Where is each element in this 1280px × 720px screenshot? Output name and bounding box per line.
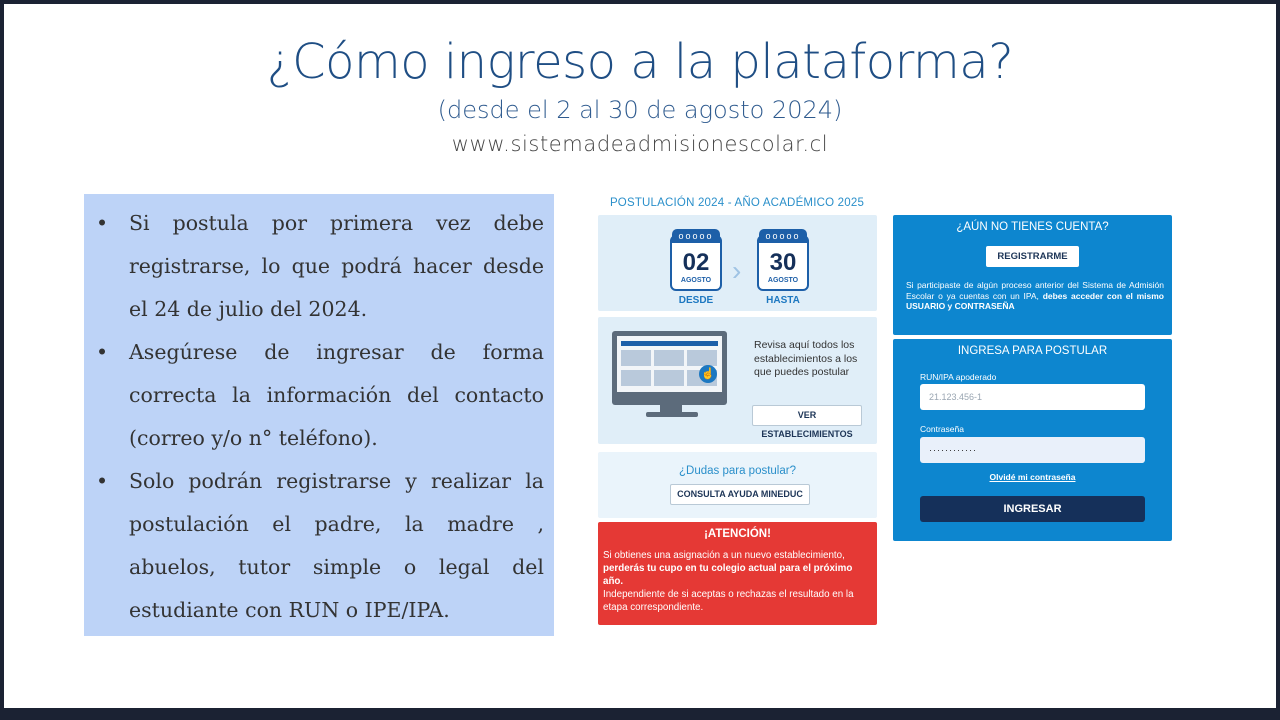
alert-line-2: Independiente de si aceptas o rechazas el resultado en la etapa correspondiente. (603, 589, 854, 613)
from-label: DESDE (678, 295, 714, 306)
mineduc-help-button[interactable]: CONSULTA AYUDA MINEDUC (670, 484, 810, 505)
bullet-item (92, 331, 544, 460)
bullet-dot-icon: • (96, 469, 109, 493)
alert-bold-text: perderás tu cupo en tu colegio actual para el próximo año. (603, 563, 853, 587)
page-subtitle: (desde el 2 al 30 de agosto 2024) (437, 96, 843, 124)
pointer-hand-icon: ☝ (699, 365, 717, 383)
platform-screenshot (594, 189, 1184, 639)
login-title: INGRESA PARA POSTULAR (957, 345, 1108, 357)
register-title: ¿AÚN NO TIENES CUENTA? (956, 221, 1109, 233)
application-period-header: POSTULACIÓN 2024 - AÑO ACADÉMICO 2025 (609, 197, 865, 209)
dates-card (598, 215, 877, 311)
help-question: ¿Dudas para postular? (679, 465, 796, 477)
instructions-panel (84, 194, 554, 636)
alert-body (603, 549, 875, 614)
bullet-text: Solo podrán registrarse y realizar la postulación el padre, la madre , abuelos, tutor simple o legal del estudiante con RUN o IPE/IPA. (129, 469, 544, 622)
register-card (893, 215, 1172, 335)
forgot-password-link[interactable]: Olvidé mi contraseña (989, 472, 1076, 482)
to-month: AGOSTO (767, 277, 799, 284)
password-input[interactable]: ············ (920, 437, 1145, 463)
from-day: 02 (682, 249, 710, 276)
register-text-plain: Si participaste de algún proceso anterior del Sistema de Admisión Escolar o ya cuentas con un IPA, (906, 280, 1164, 301)
alert-line-1: Si obtienes una asignación a un nuevo establecimiento, (603, 550, 845, 561)
password-label: Contraseña (920, 424, 964, 434)
register-text-bold: debes acceder con el mismo USUARIO y CONTRASEÑA (906, 290, 1164, 311)
chevron-right-icon: › (732, 255, 742, 286)
website-url: www.sistemadeadmisionescolar.cl (451, 132, 829, 156)
bullet-item (92, 460, 544, 632)
attention-alert (598, 522, 877, 625)
bullet-dot-icon: • (96, 340, 109, 364)
calendar-to-icon: ooooo 30 AGOSTO (757, 235, 809, 291)
login-card (893, 339, 1172, 541)
to-label: HASTA (766, 295, 800, 306)
register-text (906, 280, 1164, 312)
to-day: 30 (769, 249, 797, 276)
establishments-card (598, 317, 877, 444)
slide (4, 4, 1276, 708)
bullet-item (92, 202, 544, 331)
page-title: ¿Cómo ingreso a la plataforma? (266, 34, 1014, 90)
run-input[interactable]: 21.123.456-1 (920, 384, 1145, 410)
from-month: AGOSTO (680, 277, 712, 284)
help-card (598, 452, 877, 518)
calendar-from-icon: ooooo 02 AGOSTO (670, 235, 722, 291)
alert-title: ¡ATENCIÓN! (704, 528, 771, 540)
bullet-text: Asegúrese de ingresar de forma correcta la información del contacto (correo y/o n° teléfono). (129, 340, 544, 450)
register-button[interactable]: REGISTRARME (986, 246, 1079, 267)
run-label: RUN/IPA apoderado (920, 372, 997, 382)
view-establishments-button[interactable]: VER ESTABLECIMIENTOS (752, 405, 862, 426)
bullet-dot-icon: • (96, 211, 109, 235)
login-submit-button[interactable]: INGRESAR (920, 496, 1145, 522)
bullet-text: Si postula por primera vez debe registrarse, lo que podrá hacer desde el 24 de julio del 2024. (129, 211, 544, 321)
establishments-text: Revisa aquí todos los establecimientos a los que puedes postular (754, 339, 858, 378)
